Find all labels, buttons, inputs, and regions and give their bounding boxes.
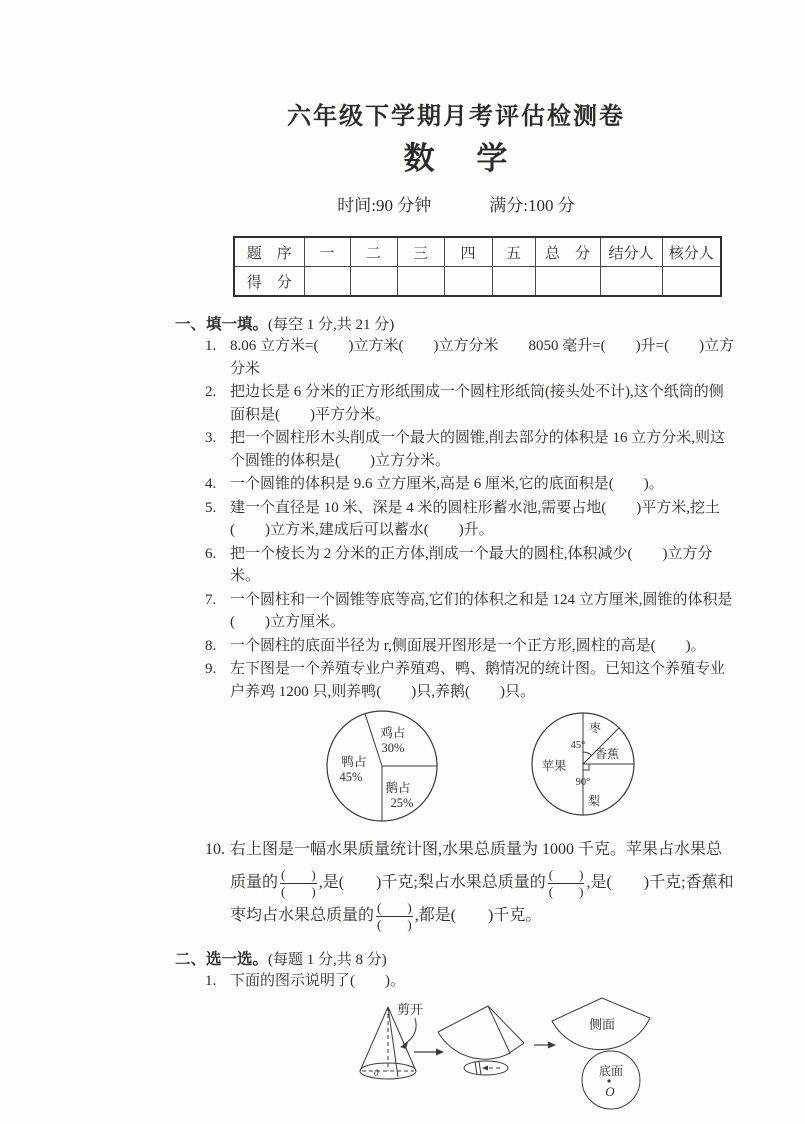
fraction-numerator: ( ) [548,867,584,882]
question-number: 5. [205,499,217,516]
score-input-cell [600,267,662,297]
fraction-numerator: ( ) [377,900,412,915]
score-header-cell: 总 分 [535,237,600,267]
pie-slice-label-duck: 鸭占 [341,755,367,769]
question-number: 3. [205,430,217,446]
question-text: 8.06 立方米=( )立方米( )立方分米 8050 毫升=( )升=( )立方分米 [230,338,735,377]
section-fill-heading [175,312,737,334]
fraction-blank [376,901,413,932]
cut-pointer-arrow [403,1018,416,1045]
question-text: ,都是( )千克。 [414,907,542,924]
question-text: 一个圆锥的体积是 9.6 立方厘米,高是 6 厘米,它的底面积是( )。 [230,476,664,492]
score-header-cell: 结分人 [600,237,662,267]
fraction-denominator: ( ) [548,884,584,899]
question-text: 一个圆柱的底面半径为 r,侧面展开图形是一个正方形,圆柱的高是( )。 [230,637,706,654]
pie-slice-label-jujube: 枣 [588,721,602,735]
cut-open-label: 剪开 [396,1001,424,1017]
center-point [607,1079,610,1082]
angle-label-90: 90° [575,777,591,788]
question-number: 1. [205,973,217,989]
question-number: 7. [205,591,217,608]
question-text: 下面的图示说明了( )。 [230,973,405,989]
pie-slice-label-chicken: 鸡占 [380,726,406,740]
question-number: 4. [205,476,217,492]
section-choice-note: (每题 1 分,共 8 分) [268,952,387,968]
pie-slice-label-pear: 梨 [587,794,601,808]
cone-figure-svg [358,997,663,1119]
right-angle-mark [583,764,589,770]
arrow-right-head [548,1041,556,1048]
unrolled-fan-shape [438,1006,524,1075]
center-label: O [605,1083,615,1099]
score-header-cell: 核分人 [662,237,721,267]
question-text: 建一个直径是 10 米、深是 4 米的圆柱形蓄水池,需要占地( )平方米,挖土( )立方米,建成后可以蓄水( )升。 [230,499,720,538]
section-fill-note: (每空 1 分,共 21 分) [268,317,395,333]
cone-base-mark: 0 [374,1067,379,1078]
question-text: 把一个棱长为 2 分米的正方体,削成一个最大的圆柱,体积减少( )立方分米。 [230,545,713,584]
score-row-label: 得 分 [234,267,304,297]
exam-sheet [175,0,737,1124]
score-header-cell: 二 [350,237,397,267]
pie-slice-value-goose: 25% [390,796,414,810]
page-title: 六年级下学期月考评估检测卷 [287,104,625,130]
cone-unroll-figure [358,997,737,1124]
question-number: 1. [205,338,217,354]
score-header-cell: 五 [492,237,535,267]
score-input-cell [662,267,721,297]
question-item-8 [175,635,737,658]
score-header-cell: 一 [304,237,350,267]
score-input-cell [350,267,397,297]
arrow-right-head [436,1048,444,1055]
question-text: 把边长是 6 分米的正方形纸围成一个圆柱形纸筒(接头处不计),这个纸筒的侧面积是( )平方分米。 [230,384,724,423]
section-choice-title: 二、选一选。 [175,951,269,968]
question-number: 6. [205,545,217,562]
fraction-denominator: ( ) [281,884,316,899]
score-input-cell [535,267,600,297]
section-fill-title: 一、填一填。 [175,316,269,333]
section-choice-heading [175,947,737,969]
question-text: ,是( )千克;梨占水果总质量的 [318,874,546,891]
question-item-7 [175,589,737,634]
pie-chart-fruit [531,712,637,818]
side-face-label: 侧面 [588,1016,616,1032]
pie-slice-label-apple: 苹果 [541,759,567,773]
exam-meta [175,191,737,216]
question-item-5 [175,497,737,542]
choice-questions [175,970,737,993]
question-number: 10. [205,841,225,858]
statistics-charts [175,703,737,831]
score-table [233,236,722,297]
angle-label-45: 45° [570,740,586,751]
fraction-numerator: ( ) [281,867,316,882]
question-text: 把一个圆柱形木头削成一个最大的圆锥,削去部分的体积是 16 立方分米,则这个圆锥的体积是( )立方分米。 [230,430,726,469]
pie-slice-value-chicken: 30% [381,741,405,755]
score-header-cell: 四 [444,237,492,267]
fraction-denominator: ( ) [377,917,412,932]
score-header-cell: 三 [397,237,444,267]
question-item-2 [175,381,737,426]
question-number: 8. [205,637,217,654]
question-text: 右上图是一幅水果质量统计图,水果总质量为 1000 千克。苹果占水果总质量的 [230,841,723,891]
score-input-cell [304,267,350,297]
question-item-6 [175,543,737,588]
exam-full-score: 满分:100 分 [489,196,575,215]
question-number: 2. [205,384,217,400]
exam-time: 时间:90 分钟 [337,196,432,215]
question-item-10 [175,833,737,932]
question-text: 左下图是一个养殖专业户养殖鸡、鸭、鹅情况的统计图。已知这个养殖专业户养鸡 1200 只,则养鸭( )只,养鹅( )只。 [230,661,726,700]
pie-slice-value-duck: 45% [339,770,363,784]
base-face-label: 底面 [598,1063,624,1078]
score-input-cell [397,267,444,297]
score-table-header-row [234,237,721,267]
score-header-cell: 题 序 [234,237,304,267]
question-number: 9. [205,661,217,677]
angle-arc-45 [583,752,592,756]
choice-item-1 [175,970,737,993]
fraction-blank [280,868,317,899]
base-circle [582,1051,640,1109]
question-text: 一个圆柱和一个圆锥等底等高,它们的体积之和是 124 立方厘米,圆锥的体积是( )立方厘米。 [230,591,733,630]
question-item-4 [175,473,737,496]
question-text: ,是( )千克;香蕉和枣均占水果总质量的 [230,874,734,924]
pie-chart-livestock [325,709,441,825]
fraction-blank [548,868,585,899]
lateral-surface-sector [552,998,650,1050]
score-input-cell [492,267,535,297]
score-table-score-row [234,267,721,297]
fill-questions [175,335,737,703]
question-item-9 [175,658,737,703]
question-item-1 [175,335,737,380]
question-item-3 [175,427,737,472]
score-input-cell [444,267,492,297]
pie-slice-label-goose: 鹅占 [385,781,411,795]
pie-slice-label-banana: 香蕉 [594,747,620,761]
subject-title: 数 学 [403,141,509,176]
